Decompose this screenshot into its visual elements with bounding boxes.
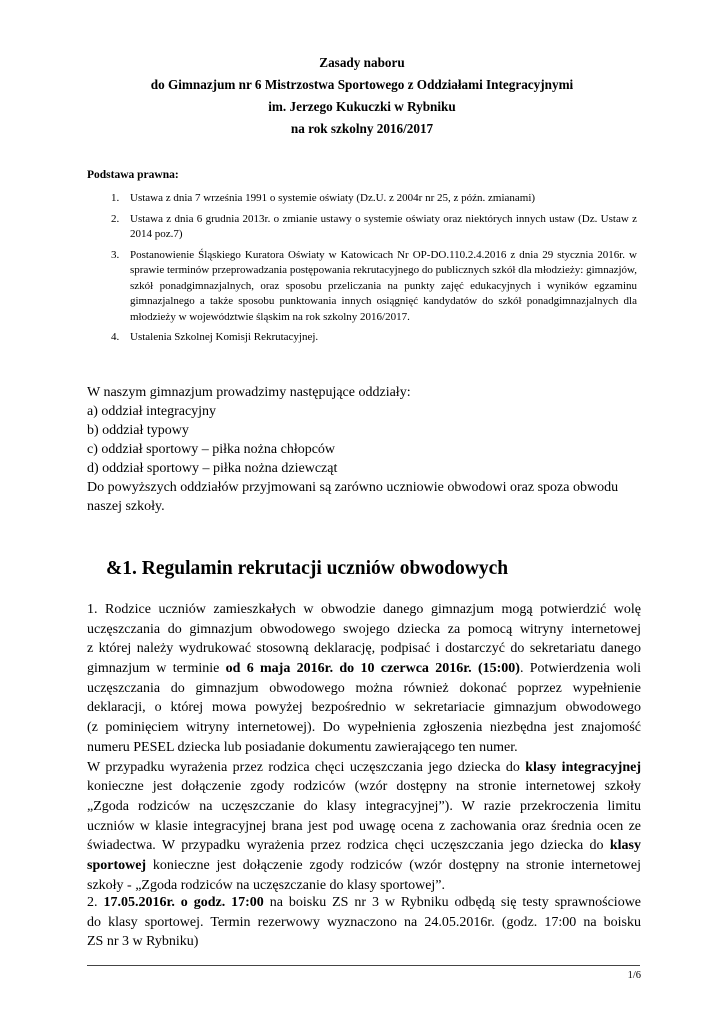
text-line: 1. Rodzice uczniów zamieszkałych w obwodzie danego gimnazjum mogą potwierdzić wolę: [87, 602, 641, 617]
text-line: „Zgoda rodziców na uczęszczanie do klasy integracyjnej”). W razie przekroczenia limitu: [87, 798, 641, 814]
text-line: [87, 836, 641, 856]
section-heading: &1. Regulamin rekrutacji uczniów obwodowych: [106, 558, 509, 579]
item-text: Ustawa z dnia 6 grudnia 2013r. o zmianie ustawy o systemie oświaty oraz niektórych innych ustaw (Dz. Ustaw z 2014 poz.7): [130, 212, 637, 240]
text-line: [87, 758, 641, 778]
class-sections: [87, 383, 642, 516]
text-line: [87, 856, 641, 876]
text-line: [87, 893, 641, 913]
text-line: z której należy wydrukować stosowną deklarację, podpisać i dostarczyć do sekretariatu danego: [87, 641, 641, 657]
text-line: uczęszczania do gimnazjum obwodowego można również dokonać poprzez wypełnienie: [87, 680, 641, 696]
page-number: 1/6: [627, 970, 641, 981]
text-run: . Potwierdzenia woli: [519, 661, 642, 677]
text-line: [87, 659, 641, 679]
footer-divider: [87, 965, 640, 966]
section-d: d) oddział sportowy – piłka nożna dziewcząt: [87, 461, 338, 476]
title-line-4: na rok szkolny 2016/2017: [290, 121, 434, 136]
text-run: świadectwa. W przypadku wyrażenia przez rodzica chęci uczęszczania jego dziecka do: [87, 838, 610, 854]
test-date-bold: 17.05.2016r. o godz. 17:00: [103, 895, 264, 910]
sections-note-line-2: naszej szkoły.: [87, 499, 165, 514]
text-line: uczęszczania do gimnazjum obwodowego swojego dziecka za pomocą witryny internetowej: [87, 621, 641, 637]
title-line-1: Zasady naboru: [319, 55, 405, 70]
title-line-2: do Gimnazjum nr 6 Mistrzostwa Sportowego z Oddziałami Integracyjnymi: [150, 77, 574, 92]
legal-basis-item: [111, 212, 637, 243]
item-text: Ustalenia Szkolnej Komisji Rekrutacyjnej.: [130, 331, 319, 343]
text-line: do klasy sportowej. Termin rezerwowy wyznaczono na 24.05.2016r. (godz. 17:00 na boisku: [87, 914, 641, 930]
legal-basis-list: [111, 191, 637, 351]
text-run: 2.: [87, 895, 104, 910]
legal-basis-item: [111, 330, 637, 346]
section-a: a) oddział integracyjny: [87, 404, 217, 419]
text-line: deklaracji, o której mowa powyżej bezpośrednio w sekretariacie gimnazjum obwodowego: [87, 700, 641, 716]
item-number: 4.: [111, 331, 120, 343]
item-number: 2.: [111, 212, 120, 225]
document-title: [0, 52, 724, 140]
text-line: numeru PESEL dziecka lub posiadanie dokumentu zawierającego ten numer.: [87, 739, 518, 755]
section-c: c) oddział sportowy – piłka nożna chłopców: [87, 442, 336, 457]
title-line-3: im. Jerzego Kukuczki w Rybniku: [268, 99, 456, 114]
item-number: 3.: [111, 248, 120, 261]
text-line: szkoły - „Zgoda rodziców na uczęszczanie do klasy sportowej”.: [87, 877, 446, 893]
text-run: gimnazjum w terminie: [87, 661, 226, 677]
deadline-bold: od 6 maja 2016r. do 10 czerwca 2016r. (15:00): [225, 661, 520, 677]
text-line: (z pominięciem witryny internetowej). Do wypełnienia zgłoszenia niezbędna jest znajomość: [87, 720, 641, 736]
sections-intro: W naszym gimnazjum prowadzimy następujące oddziały:: [87, 385, 411, 400]
text-line: ZS nr 3 w Rybniku): [87, 934, 199, 950]
text-line: konieczne jest dołączenie zgody rodziców (wzór dostępny na stronie internetowej szkoły: [87, 779, 641, 795]
text-run: W przypadku wyrażenia przez rodzica chęci uczęszczania jego dziecka do: [87, 759, 526, 775]
text-run: konieczne jest dołączenie zgody rodziców (wzór dostępny na stronie internetowej: [146, 857, 641, 873]
legal-basis-label: Podstawa prawna:: [87, 169, 179, 181]
legal-basis-item: [111, 248, 637, 326]
item-number: 1.: [111, 192, 120, 204]
section-b: b) oddział typowy: [87, 423, 189, 438]
sections-note-line-1: Do powyższych oddziałów przyjmowani są zarówno uczniowie obwodowi oraz spoza obwodu: [87, 480, 619, 495]
sport-class-bold: sportowej: [87, 857, 147, 873]
paragraph-2: [87, 893, 641, 952]
text-run: na boisku ZS nr 3 w Rybniku odbędą się testy sprawnościowe: [263, 895, 642, 910]
integration-class-bold: klasy integracyjnej: [525, 759, 641, 775]
paragraph-1: [87, 600, 641, 895]
item-text: Postanowienie Śląskiego Kuratora Oświaty w Katowicach Nr OP-DO.110.2.4.2016 z dnia 29 stycznia 2016r. w sprawie terminów przeprowadzania postępowania rekrutacyjnego do publicznych szkół dla młodzieży: gimnazjów, szkół ponadgimnazjalnych, oraz sposobu przeliczania na punkty zajęć edukacyjnych i wyników egzaminu gimnazjalnego a także sposobu punktowania innych osiągnięć kandydatów do szkół ponadgimnazjalnych dla młodzieży w województwie śląskim na rok szkolny 2016/2017.: [130, 248, 637, 323]
text-line: uczniów w klasie integracyjnej brana jest pod uwagę ocena z zachowania oraz średnia ocen ze: [87, 818, 641, 834]
sport-class-bold: klasy: [609, 838, 641, 854]
item-text: Ustawa z dnia 7 września 1991 o systemie oświaty (Dz.U. z 2004r nr 25, z późn. zmianami): [130, 192, 536, 204]
legal-basis-item: [111, 191, 637, 207]
